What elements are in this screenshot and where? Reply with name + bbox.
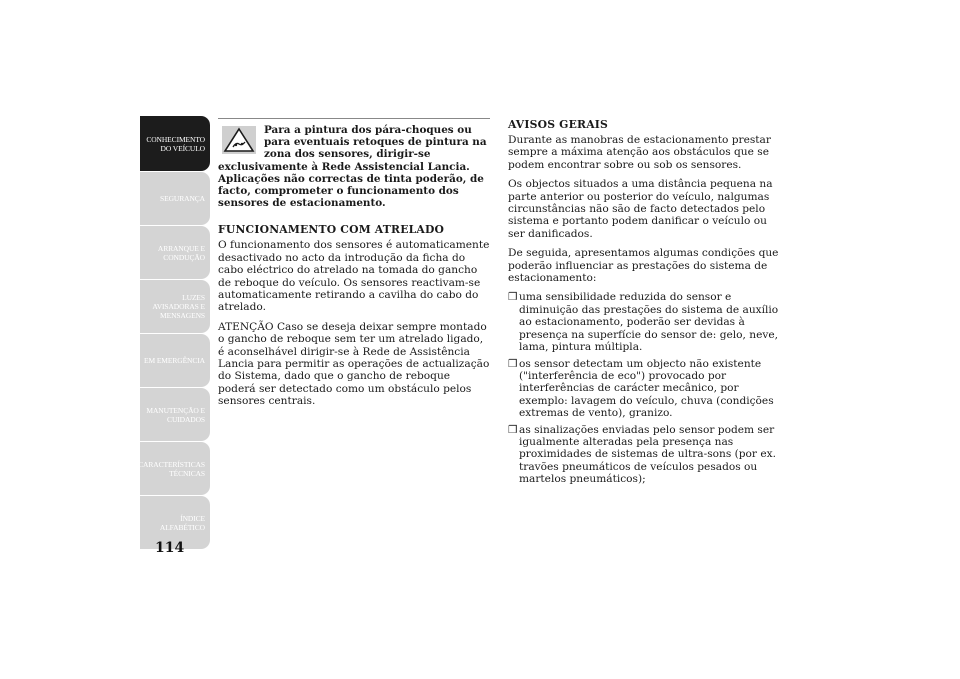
warning-block <box>218 124 490 209</box>
list-item <box>508 358 780 420</box>
list-item <box>508 291 780 353</box>
tab-conhecimento-do-veiculo[interactable] <box>140 116 210 171</box>
tab-label-line: SEGURANÇA <box>160 194 205 203</box>
tab-label-line: TÉCNICAS <box>169 468 205 478</box>
list-item-text: as sinalizações enviadas pelo sensor podem ser igualmente alteradas pela presença nas proximidades de sistemas de ultra-sons (por ex. travões pneumáticos de veículos pesados ou martelos pneumáticos); <box>519 423 776 486</box>
right-column <box>508 118 780 490</box>
list-item-text: os sensor detectam um objecto não existente ("interferência de eco") provocado por interferências de carácter mecânico, por exemplo: lavagem do veículo, chuva (condições extremas de vento), granizo. <box>519 357 774 420</box>
list-item <box>508 424 780 486</box>
section-title: AVISOS GERAIS <box>508 118 609 131</box>
tab-label-line: CONHECIMENTO <box>146 134 205 144</box>
tab-label-line: DO VEÍCULO <box>160 143 205 153</box>
tab-caracteristicas-tecnicas[interactable] <box>140 442 210 495</box>
tab-label-line: CUIDADOS <box>167 414 205 424</box>
warning-triangle-icon <box>222 126 256 154</box>
section-title: FUNCIONAMENTO COM ATRELADO <box>218 223 445 237</box>
tab-seguranca[interactable] <box>140 172 210 225</box>
list-item-text: uma sensibilidade reduzida do sensor e diminuição das prestações do sistema de auxílio ao estacionamento, poderão ser devidas à presença na superfície do sensor de: gelo, neve, lama, pintura múltipla. <box>519 291 779 354</box>
conditions-list <box>508 291 780 485</box>
tab-label-line: CARACTERÍSTICAS <box>138 459 205 469</box>
section-atrelado <box>218 223 490 407</box>
paragraph: O funcionamento dos sensores é automaticamente desactivado no acto da introdução da ficha do cabo eléctrico do atrelado na tomada do gancho de reboque do veículo. Os sensores reactivam-se automaticamente retirando a cavilha do cabo do atrelado. <box>218 239 490 314</box>
checkbox-bullet-icon: ❒ <box>508 291 518 304</box>
paragraph: De seguida, apresentamos algumas condições que poderão influenciar as prestações do sistema de estacionamento: <box>508 247 779 285</box>
tab-manutencao-e-cuidados[interactable] <box>140 388 210 441</box>
tab-em-emergencia[interactable] <box>140 334 210 387</box>
chapter-sidebar <box>140 116 210 550</box>
tab-label-line: ARRANQUE E <box>157 243 205 253</box>
checkbox-bullet-icon: ❒ <box>508 423 518 436</box>
tab-label-line: AVISADORAS E <box>152 302 205 311</box>
page-number: 114 <box>155 540 185 556</box>
checkbox-bullet-icon: ❒ <box>508 357 518 370</box>
left-column <box>218 118 490 415</box>
tab-label-line: EM EMERGÊNCIA <box>144 356 205 365</box>
tab-label-line: MANUTENÇÃO E <box>146 405 205 415</box>
paragraph: Durante as manobras de estacionamento prestar sempre a máxima atenção aos obstáculos que se podem encontrar sobre ou sob os sensores. <box>508 134 771 171</box>
paragraph: Os objectos situados a uma distância pequena na parte anterior ou posterior do veículo, nalgumas circunstâncias não são de facto detectados pelo sistema e portanto podem danificar o veículo ou ser danificados. <box>508 178 773 240</box>
tab-luzes-avisadoras[interactable] <box>140 280 210 333</box>
tab-arranque-e-conducao[interactable] <box>140 226 210 279</box>
tab-label-line: MENSAGENS <box>160 311 205 320</box>
warning-text: Para a pintura dos pára-choques ou para eventuais retoques de pintura na zona dos sensores, dirigir-se exclusivamente à Rede Assistencial Lancia. Aplicações não correctas de tinta poderão, de facto, comprometer o funcionamento dos sensores de estacionamento. <box>218 124 487 210</box>
tab-label-line: ÍNDICE <box>180 513 205 523</box>
tab-label-line: CONDUÇÃO <box>163 252 205 262</box>
paragraph: ATENÇÃO Caso se deseja deixar sempre montado o gancho de reboque sem ter um atrelado ligado, é aconselhável dirigir-se à Rede de Assistência Lancia para permitir as operações de actualização do Sistema, dado que o gancho de reboque poderá ser detectado como um obstáculo pelos sensores centrais. <box>218 320 490 408</box>
tab-label-line: LUZES <box>182 293 205 302</box>
tab-label-line: ALFABÉTICO <box>159 522 205 532</box>
